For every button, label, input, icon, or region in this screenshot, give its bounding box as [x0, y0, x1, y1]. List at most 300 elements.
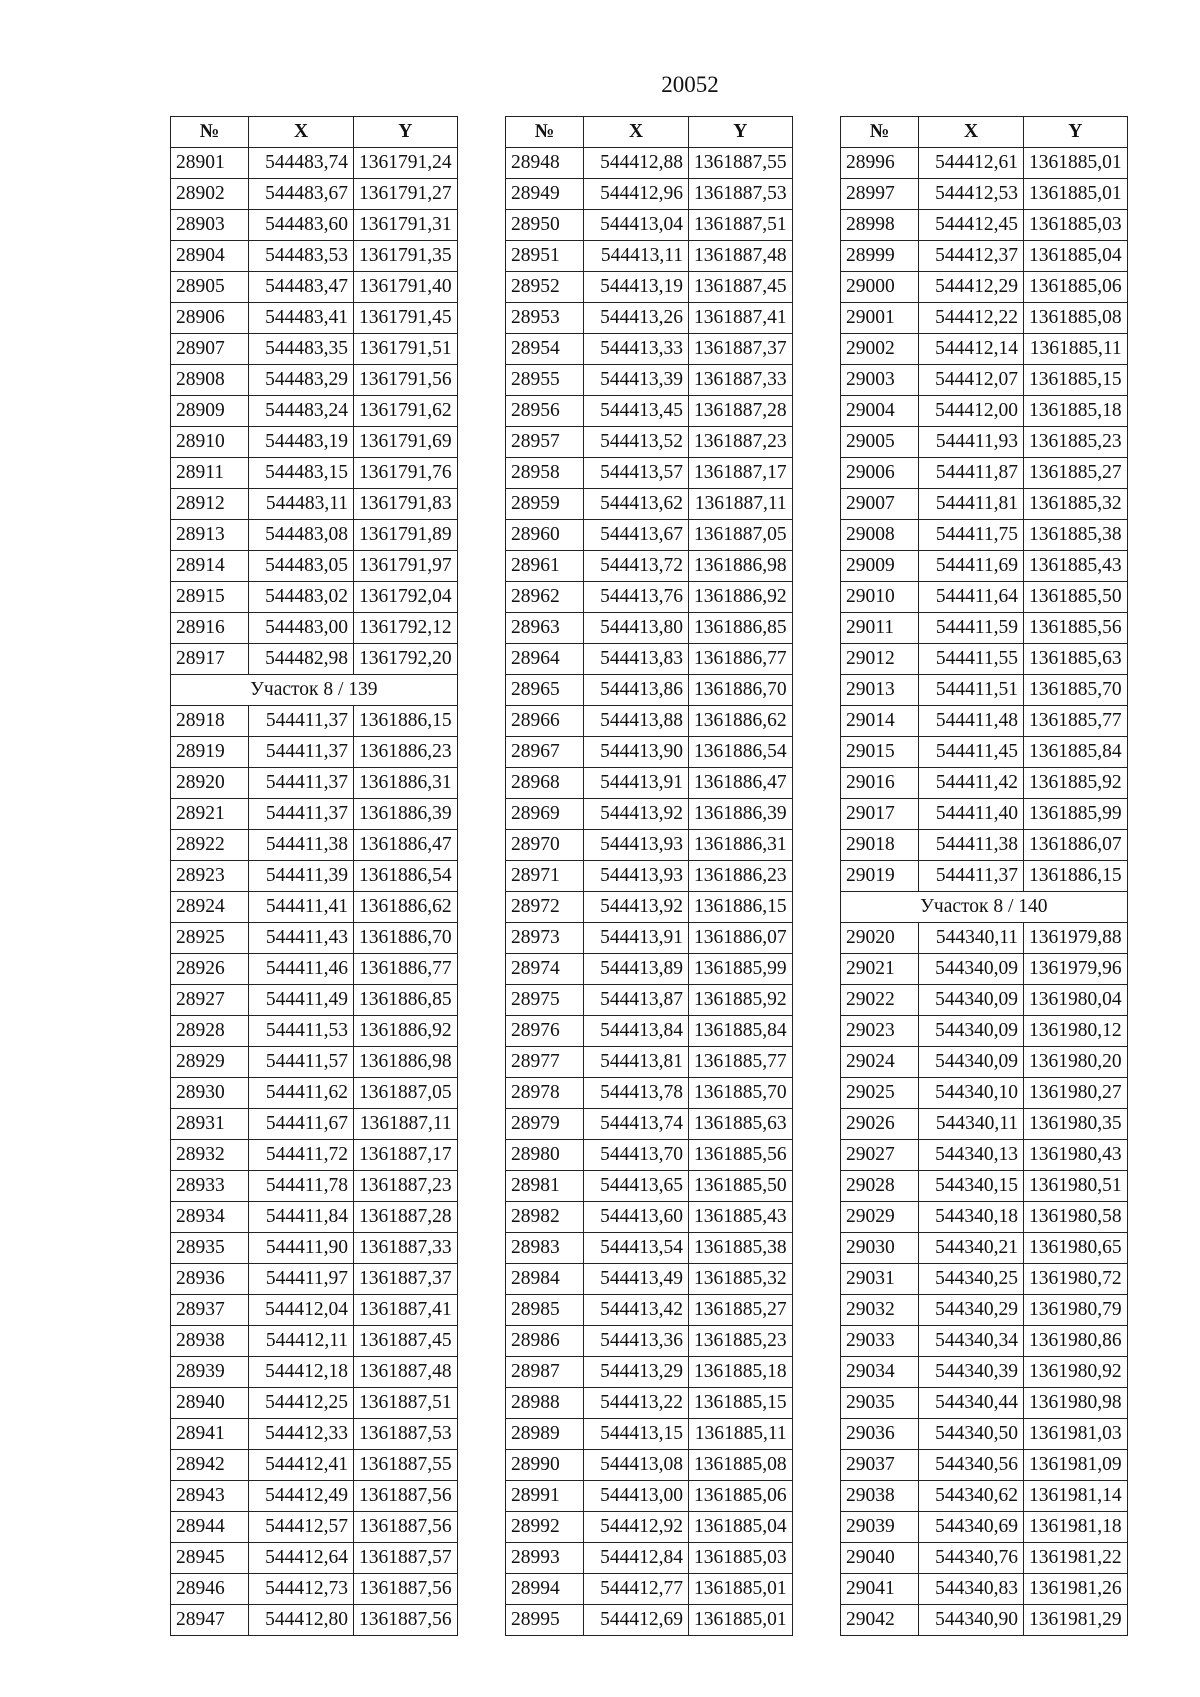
x-coordinate-cell: 544413,33 [584, 334, 689, 365]
point-number-cell: 29008 [841, 520, 919, 551]
header-y: Y [689, 117, 793, 148]
x-coordinate-cell: 544412,41 [249, 1450, 354, 1481]
x-coordinate-cell: 544413,11 [584, 241, 689, 272]
y-coordinate-cell: 1361886,39 [354, 799, 458, 830]
x-coordinate-cell: 544340,90 [919, 1605, 1024, 1636]
x-coordinate-cell: 544412,49 [249, 1481, 354, 1512]
y-coordinate-cell: 1361887,51 [354, 1388, 458, 1419]
point-number-cell: 28945 [171, 1543, 249, 1574]
x-coordinate-cell: 544411,93 [919, 427, 1024, 458]
coordinates-table-2 [505, 116, 793, 1636]
y-coordinate-cell: 1361885,56 [1024, 613, 1128, 644]
table-row [171, 210, 458, 241]
x-coordinate-cell: 544412,04 [249, 1295, 354, 1326]
x-coordinate-cell: 544411,37 [249, 737, 354, 768]
table-row [841, 644, 1128, 675]
x-coordinate-cell: 544340,39 [919, 1357, 1024, 1388]
x-coordinate-cell: 544411,59 [919, 613, 1024, 644]
header-y: Y [1024, 117, 1128, 148]
x-coordinate-cell: 544413,22 [584, 1388, 689, 1419]
table-row [171, 1357, 458, 1388]
point-number-cell: 29030 [841, 1233, 919, 1264]
table-row [841, 675, 1128, 706]
section-label: Участок 8 / 139 [171, 675, 458, 706]
point-number-cell: 29040 [841, 1543, 919, 1574]
table-row [841, 1543, 1128, 1574]
y-coordinate-cell: 1361886,77 [354, 954, 458, 985]
y-coordinate-cell: 1361885,27 [1024, 458, 1128, 489]
point-number-cell: 28986 [506, 1326, 584, 1357]
table-row [506, 923, 793, 954]
point-number-cell: 28999 [841, 241, 919, 272]
y-coordinate-cell: 1361886,47 [689, 768, 793, 799]
x-coordinate-cell: 544483,24 [249, 396, 354, 427]
y-coordinate-cell: 1361885,01 [1024, 148, 1128, 179]
point-number-cell: 29021 [841, 954, 919, 985]
y-coordinate-cell: 1361887,53 [354, 1419, 458, 1450]
table-row [841, 923, 1128, 954]
table-row [171, 1450, 458, 1481]
table-row [841, 272, 1128, 303]
x-coordinate-cell: 544413,92 [584, 892, 689, 923]
y-coordinate-cell: 1361886,31 [689, 830, 793, 861]
y-coordinate-cell: 1361980,12 [1024, 1016, 1128, 1047]
table-row [841, 1605, 1128, 1636]
table-row [841, 365, 1128, 396]
point-number-cell: 28955 [506, 365, 584, 396]
table-row [841, 1450, 1128, 1481]
coordinates-table-3 [840, 116, 1128, 1636]
y-coordinate-cell: 1361887,17 [689, 458, 793, 489]
header-x: X [584, 117, 689, 148]
x-coordinate-cell: 544413,81 [584, 1047, 689, 1078]
point-number-cell: 28992 [506, 1512, 584, 1543]
y-coordinate-cell: 1361885,38 [689, 1233, 793, 1264]
x-coordinate-cell: 544413,04 [584, 210, 689, 241]
y-coordinate-cell: 1361886,62 [689, 706, 793, 737]
y-coordinate-cell: 1361980,35 [1024, 1109, 1128, 1140]
point-number-cell: 28933 [171, 1171, 249, 1202]
y-coordinate-cell: 1361885,84 [1024, 737, 1128, 768]
x-coordinate-cell: 544413,89 [584, 954, 689, 985]
point-number-cell: 28944 [171, 1512, 249, 1543]
x-coordinate-cell: 544412,73 [249, 1574, 354, 1605]
x-coordinate-cell: 544411,87 [919, 458, 1024, 489]
x-coordinate-cell: 544483,74 [249, 148, 354, 179]
table-row [171, 1295, 458, 1326]
x-coordinate-cell: 544340,83 [919, 1574, 1024, 1605]
x-coordinate-cell: 544413,87 [584, 985, 689, 1016]
x-coordinate-cell: 544413,42 [584, 1295, 689, 1326]
point-number-cell: 28905 [171, 272, 249, 303]
point-number-cell: 28977 [506, 1047, 584, 1078]
point-number-cell: 29034 [841, 1357, 919, 1388]
x-coordinate-cell: 544411,90 [249, 1233, 354, 1264]
point-number-cell: 29025 [841, 1078, 919, 1109]
x-coordinate-cell: 544412,18 [249, 1357, 354, 1388]
table-row [506, 644, 793, 675]
point-number-cell: 28997 [841, 179, 919, 210]
point-number-cell: 28901 [171, 148, 249, 179]
y-coordinate-cell: 1361885,08 [689, 1450, 793, 1481]
x-coordinate-cell: 544411,37 [249, 799, 354, 830]
y-coordinate-cell: 1361885,08 [1024, 303, 1128, 334]
point-number-cell: 29032 [841, 1295, 919, 1326]
table-row [171, 551, 458, 582]
x-coordinate-cell: 544340,25 [919, 1264, 1024, 1295]
table-row [171, 1016, 458, 1047]
x-coordinate-cell: 544483,19 [249, 427, 354, 458]
x-coordinate-cell: 544413,19 [584, 272, 689, 303]
x-coordinate-cell: 544413,76 [584, 582, 689, 613]
table-row [171, 1326, 458, 1357]
y-coordinate-cell: 1361885,70 [1024, 675, 1128, 706]
y-coordinate-cell: 1361980,04 [1024, 985, 1128, 1016]
point-number-cell: 29042 [841, 1605, 919, 1636]
point-number-cell: 29009 [841, 551, 919, 582]
y-coordinate-cell: 1361791,45 [354, 303, 458, 334]
y-coordinate-cell: 1361885,15 [1024, 365, 1128, 396]
x-coordinate-cell: 544340,76 [919, 1543, 1024, 1574]
point-number-cell: 28989 [506, 1419, 584, 1450]
x-coordinate-cell: 544411,67 [249, 1109, 354, 1140]
table-row [506, 861, 793, 892]
y-coordinate-cell: 1361885,15 [689, 1388, 793, 1419]
table-row [506, 520, 793, 551]
x-coordinate-cell: 544413,74 [584, 1109, 689, 1140]
x-coordinate-cell: 544413,72 [584, 551, 689, 582]
y-coordinate-cell: 1361885,01 [689, 1605, 793, 1636]
table-row [171, 706, 458, 737]
table-row [841, 613, 1128, 644]
table-row [506, 1605, 793, 1636]
y-coordinate-cell: 1361791,76 [354, 458, 458, 489]
point-number-cell: 29002 [841, 334, 919, 365]
x-coordinate-cell: 544413,15 [584, 1419, 689, 1450]
table-row [506, 1264, 793, 1295]
y-coordinate-cell: 1361885,77 [1024, 706, 1128, 737]
x-coordinate-cell: 544413,83 [584, 644, 689, 675]
table-row [506, 241, 793, 272]
x-coordinate-cell: 544412,92 [584, 1512, 689, 1543]
y-coordinate-cell: 1361885,04 [689, 1512, 793, 1543]
x-coordinate-cell: 544413,84 [584, 1016, 689, 1047]
x-coordinate-cell: 544412,57 [249, 1512, 354, 1543]
point-number-cell: 28936 [171, 1264, 249, 1295]
point-number-cell: 28919 [171, 737, 249, 768]
table-row [171, 861, 458, 892]
y-coordinate-cell: 1361981,18 [1024, 1512, 1128, 1543]
x-coordinate-cell: 544483,41 [249, 303, 354, 334]
header-y: Y [354, 117, 458, 148]
table-row [506, 1543, 793, 1574]
x-coordinate-cell: 544411,72 [249, 1140, 354, 1171]
y-coordinate-cell: 1361887,05 [689, 520, 793, 551]
y-coordinate-cell: 1361885,03 [1024, 210, 1128, 241]
point-number-cell: 29039 [841, 1512, 919, 1543]
point-number-cell: 29033 [841, 1326, 919, 1357]
table-row [171, 365, 458, 396]
x-coordinate-cell: 544340,50 [919, 1419, 1024, 1450]
x-coordinate-cell: 544413,29 [584, 1357, 689, 1388]
x-coordinate-cell: 544412,69 [584, 1605, 689, 1636]
table-row [841, 1357, 1128, 1388]
table-row [506, 551, 793, 582]
y-coordinate-cell: 1361886,85 [354, 985, 458, 1016]
header-x: X [249, 117, 354, 148]
y-coordinate-cell: 1361792,20 [354, 644, 458, 675]
y-coordinate-cell: 1361886,77 [689, 644, 793, 675]
table-row [506, 954, 793, 985]
y-coordinate-cell: 1361885,27 [689, 1295, 793, 1326]
header-number: № [506, 117, 584, 148]
table-row [171, 892, 458, 923]
y-coordinate-cell: 1361885,43 [1024, 551, 1128, 582]
point-number-cell: 29005 [841, 427, 919, 458]
y-coordinate-cell: 1361886,47 [354, 830, 458, 861]
point-number-cell: 28950 [506, 210, 584, 241]
point-number-cell: 29000 [841, 272, 919, 303]
x-coordinate-cell: 544411,69 [919, 551, 1024, 582]
point-number-cell: 28961 [506, 551, 584, 582]
point-number-cell: 29038 [841, 1481, 919, 1512]
point-number-cell: 28996 [841, 148, 919, 179]
y-coordinate-cell: 1361979,88 [1024, 923, 1128, 954]
point-number-cell: 29011 [841, 613, 919, 644]
y-coordinate-cell: 1361792,04 [354, 582, 458, 613]
table-row [171, 737, 458, 768]
y-coordinate-cell: 1361885,01 [689, 1574, 793, 1605]
point-number-cell: 28990 [506, 1450, 584, 1481]
x-coordinate-cell: 544411,37 [249, 768, 354, 799]
table-row [506, 1109, 793, 1140]
table-row [506, 1326, 793, 1357]
point-number-cell: 28911 [171, 458, 249, 489]
point-number-cell: 28967 [506, 737, 584, 768]
y-coordinate-cell: 1361885,92 [689, 985, 793, 1016]
x-coordinate-cell: 544412,64 [249, 1543, 354, 1574]
table-row [841, 1109, 1128, 1140]
x-coordinate-cell: 544413,39 [584, 365, 689, 396]
table-row [171, 985, 458, 1016]
x-coordinate-cell: 544483,60 [249, 210, 354, 241]
point-number-cell: 28953 [506, 303, 584, 334]
point-number-cell: 28959 [506, 489, 584, 520]
y-coordinate-cell: 1361887,56 [354, 1481, 458, 1512]
point-number-cell: 29001 [841, 303, 919, 334]
point-number-cell: 28960 [506, 520, 584, 551]
x-coordinate-cell: 544412,29 [919, 272, 1024, 303]
y-coordinate-cell: 1361791,56 [354, 365, 458, 396]
x-coordinate-cell: 544411,45 [919, 737, 1024, 768]
point-number-cell: 28940 [171, 1388, 249, 1419]
y-coordinate-cell: 1361886,98 [689, 551, 793, 582]
x-coordinate-cell: 544340,09 [919, 1047, 1024, 1078]
table-row [171, 1047, 458, 1078]
table-row [841, 1171, 1128, 1202]
point-number-cell: 28924 [171, 892, 249, 923]
x-coordinate-cell: 544413,52 [584, 427, 689, 458]
point-number-cell: 29006 [841, 458, 919, 489]
y-coordinate-cell: 1361887,23 [354, 1171, 458, 1202]
x-coordinate-cell: 544413,00 [584, 1481, 689, 1512]
point-number-cell: 28926 [171, 954, 249, 985]
x-coordinate-cell: 544411,78 [249, 1171, 354, 1202]
table-row [171, 1171, 458, 1202]
x-coordinate-cell: 544340,56 [919, 1450, 1024, 1481]
x-coordinate-cell: 544413,93 [584, 861, 689, 892]
table-row [171, 148, 458, 179]
y-coordinate-cell: 1361887,56 [354, 1574, 458, 1605]
y-coordinate-cell: 1361885,43 [689, 1202, 793, 1233]
point-number-cell: 28946 [171, 1574, 249, 1605]
x-coordinate-cell: 544340,13 [919, 1140, 1024, 1171]
x-coordinate-cell: 544412,88 [584, 148, 689, 179]
x-coordinate-cell: 544340,10 [919, 1078, 1024, 1109]
x-coordinate-cell: 544411,40 [919, 799, 1024, 830]
table-row [841, 1388, 1128, 1419]
y-coordinate-cell: 1361885,99 [1024, 799, 1128, 830]
table-row [841, 1047, 1128, 1078]
point-number-cell: 28917 [171, 644, 249, 675]
y-coordinate-cell: 1361981,09 [1024, 1450, 1128, 1481]
point-number-cell: 28991 [506, 1481, 584, 1512]
x-coordinate-cell: 544411,42 [919, 768, 1024, 799]
x-coordinate-cell: 544411,49 [249, 985, 354, 1016]
point-number-cell: 29029 [841, 1202, 919, 1233]
point-number-cell: 29023 [841, 1016, 919, 1047]
table-row [506, 179, 793, 210]
x-coordinate-cell: 544412,07 [919, 365, 1024, 396]
point-number-cell: 28954 [506, 334, 584, 365]
point-number-cell: 29031 [841, 1264, 919, 1295]
table-row [171, 1543, 458, 1574]
y-coordinate-cell: 1361887,37 [689, 334, 793, 365]
point-number-cell: 28939 [171, 1357, 249, 1388]
table-row [171, 334, 458, 365]
table-row [841, 1140, 1128, 1171]
table-row [841, 861, 1128, 892]
table-row [841, 582, 1128, 613]
x-coordinate-cell: 544412,14 [919, 334, 1024, 365]
x-coordinate-cell: 544340,21 [919, 1233, 1024, 1264]
y-coordinate-cell: 1361887,45 [354, 1326, 458, 1357]
table-row [841, 520, 1128, 551]
point-number-cell: 28928 [171, 1016, 249, 1047]
x-coordinate-cell: 544483,53 [249, 241, 354, 272]
point-number-cell: 28908 [171, 365, 249, 396]
table-row [841, 1326, 1128, 1357]
y-coordinate-cell: 1361886,15 [1024, 861, 1128, 892]
point-number-cell: 28964 [506, 644, 584, 675]
point-number-cell: 28915 [171, 582, 249, 613]
x-coordinate-cell: 544413,60 [584, 1202, 689, 1233]
x-coordinate-cell: 544413,57 [584, 458, 689, 489]
y-coordinate-cell: 1361980,20 [1024, 1047, 1128, 1078]
y-coordinate-cell: 1361886,23 [689, 861, 793, 892]
table-row [171, 1202, 458, 1233]
point-number-cell: 28918 [171, 706, 249, 737]
table-row [506, 365, 793, 396]
point-number-cell: 29018 [841, 830, 919, 861]
table-row [841, 396, 1128, 427]
y-coordinate-cell: 1361885,18 [689, 1357, 793, 1388]
point-number-cell: 29028 [841, 1171, 919, 1202]
point-number-cell: 28975 [506, 985, 584, 1016]
y-coordinate-cell: 1361981,22 [1024, 1543, 1128, 1574]
y-coordinate-cell: 1361887,56 [354, 1605, 458, 1636]
y-coordinate-cell: 1361885,56 [689, 1140, 793, 1171]
table-row [171, 1512, 458, 1543]
x-coordinate-cell: 544411,84 [249, 1202, 354, 1233]
y-coordinate-cell: 1361885,23 [1024, 427, 1128, 458]
y-coordinate-cell: 1361791,89 [354, 520, 458, 551]
y-coordinate-cell: 1361885,11 [689, 1419, 793, 1450]
point-number-cell: 29027 [841, 1140, 919, 1171]
y-coordinate-cell: 1361791,35 [354, 241, 458, 272]
y-coordinate-cell: 1361887,55 [689, 148, 793, 179]
point-number-cell: 29013 [841, 675, 919, 706]
table-row [506, 1078, 793, 1109]
point-number-cell: 28948 [506, 148, 584, 179]
table-row [171, 954, 458, 985]
table-row [506, 272, 793, 303]
y-coordinate-cell: 1361885,50 [689, 1171, 793, 1202]
table-row [506, 1233, 793, 1264]
table-row [171, 272, 458, 303]
table-row [506, 830, 793, 861]
x-coordinate-cell: 544413,91 [584, 768, 689, 799]
x-coordinate-cell: 544411,62 [249, 1078, 354, 1109]
x-coordinate-cell: 544482,98 [249, 644, 354, 675]
point-number-cell: 29020 [841, 923, 919, 954]
y-coordinate-cell: 1361980,58 [1024, 1202, 1128, 1233]
y-coordinate-cell: 1361791,62 [354, 396, 458, 427]
table-row [506, 1512, 793, 1543]
point-number-cell: 28978 [506, 1078, 584, 1109]
header-number: № [841, 117, 919, 148]
table-row [506, 706, 793, 737]
x-coordinate-cell: 544413,67 [584, 520, 689, 551]
x-coordinate-cell: 544411,39 [249, 861, 354, 892]
y-coordinate-cell: 1361791,69 [354, 427, 458, 458]
x-coordinate-cell: 544412,45 [919, 210, 1024, 241]
table-row [506, 303, 793, 334]
x-coordinate-cell: 544483,35 [249, 334, 354, 365]
y-coordinate-cell: 1361887,28 [689, 396, 793, 427]
point-number-cell: 28952 [506, 272, 584, 303]
table-row [506, 737, 793, 768]
table-row [171, 1140, 458, 1171]
point-number-cell: 28951 [506, 241, 584, 272]
x-coordinate-cell: 544412,22 [919, 303, 1024, 334]
y-coordinate-cell: 1361887,48 [689, 241, 793, 272]
section-row [841, 892, 1128, 923]
table-row [171, 1078, 458, 1109]
x-coordinate-cell: 544411,75 [919, 520, 1024, 551]
y-coordinate-cell: 1361887,57 [354, 1543, 458, 1574]
point-number-cell: 29036 [841, 1419, 919, 1450]
x-coordinate-cell: 544483,47 [249, 272, 354, 303]
point-number-cell: 28914 [171, 551, 249, 582]
point-number-cell: 28935 [171, 1233, 249, 1264]
table-row [171, 1574, 458, 1605]
table-row [841, 179, 1128, 210]
x-coordinate-cell: 544340,09 [919, 1016, 1024, 1047]
x-coordinate-cell: 544411,53 [249, 1016, 354, 1047]
y-coordinate-cell: 1361981,26 [1024, 1574, 1128, 1605]
point-number-cell: 28956 [506, 396, 584, 427]
